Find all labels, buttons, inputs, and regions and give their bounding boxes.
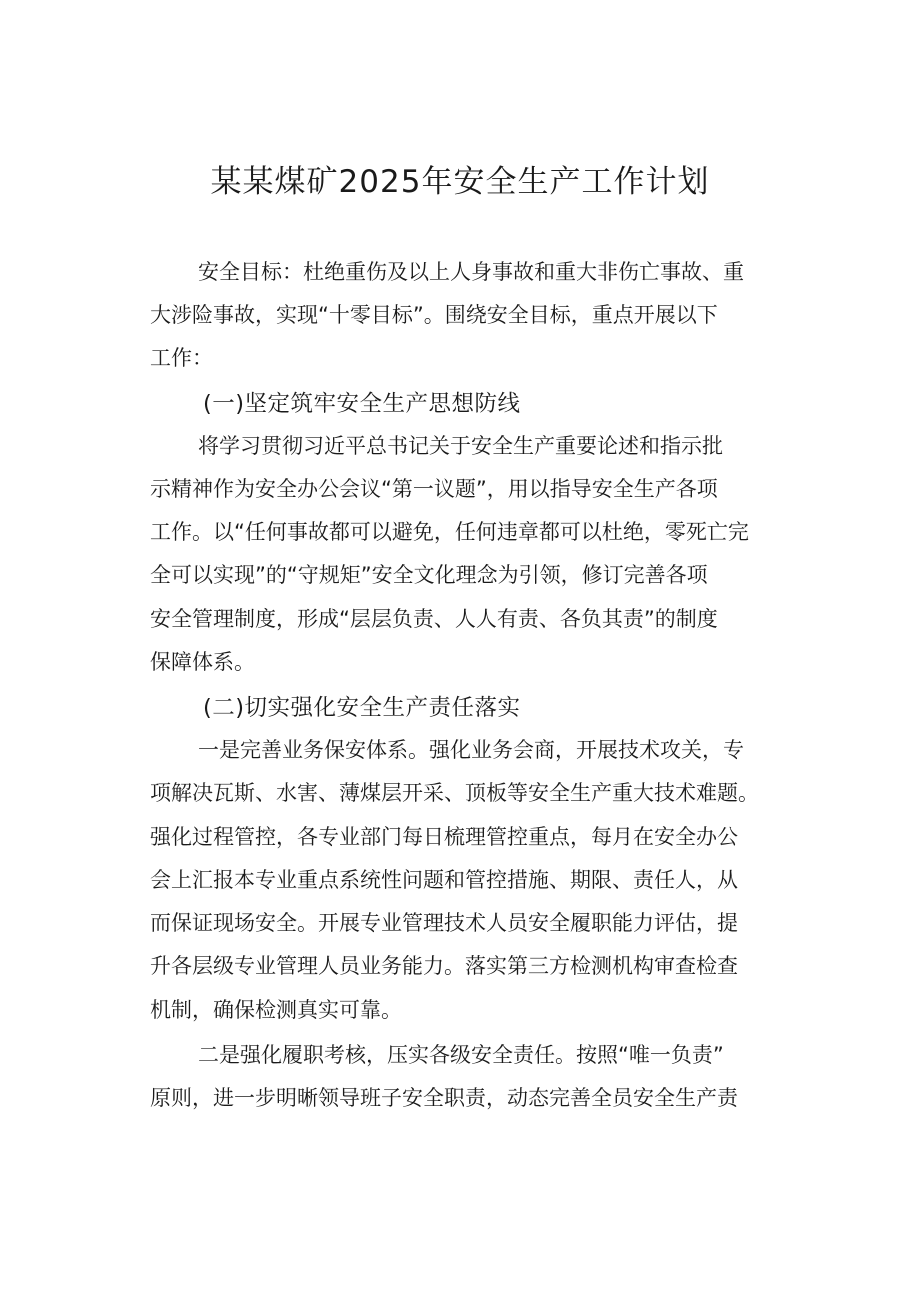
section-1-line-2: 示精神作为安全办公会议“第一议题”，用以指导安全生产各项 xyxy=(150,477,718,501)
section-1-line-6: 保障体系。 xyxy=(150,650,255,674)
section-1-line-3: 工作。以“任何事故都可以避免，任何违章都可以杜绝，零死亡完 xyxy=(150,520,749,544)
section-2-para1-line-7: 机制，确保检测真实可靠。 xyxy=(150,998,402,1022)
section-2-para1-line-4: 会上汇报本专业重点系统性问题和管控措施、期限、责任人，从 xyxy=(150,868,738,892)
intro-line-2: 大涉险事故，实现“十零目标”。围绕安全目标，重点开展以下 xyxy=(150,303,718,327)
section-1-heading: (一)坚定筑牢安全生产思想防线 xyxy=(203,391,521,417)
document-title: 某某煤矿2025年安全生产工作计划 xyxy=(210,164,710,200)
section-2-heading: (二)切实强化安全生产责任落实 xyxy=(203,695,521,721)
section-2-para1-line-1: 一是完善业务保安体系。强化业务会商，开展技术攻关，专 xyxy=(198,738,744,762)
section-1-line-1: 将学习贯彻习近平总书记关于安全生产重要论述和指示批 xyxy=(198,434,723,458)
section-2-para1-line-3: 强化过程管控，各专业部门每日梳理管控重点，每月在安全办公 xyxy=(150,825,738,849)
section-1-line-5: 安全管理制度，形成“层层负责、人人有责、各负其责”的制度 xyxy=(150,607,718,631)
section-2-para1-line-2: 项解决瓦斯、水害、薄煤层开采、顶板等安全生产重大技术难题。 xyxy=(150,781,759,805)
section-2-para1-line-6: 升各层级专业管理人员业务能力。落实第三方检测机构审查检查 xyxy=(150,954,738,978)
section-2-para1-line-5: 而保证现场安全。开展专业管理技术人员安全履职能力评估，提 xyxy=(150,911,738,935)
section-2-para2-line-2: 原则，进一步明晰领导班子安全职责，动态完善全员安全生产责 xyxy=(150,1086,738,1110)
intro-line-1: 安全目标：杜绝重伤及以上人身事故和重大非伤亡事故、重 xyxy=(198,260,744,284)
intro-line-3: 工作： xyxy=(150,346,213,370)
section-2-para2-line-1: 二是强化履职考核，压实各级安全责任。按照“唯一负责” xyxy=(198,1043,724,1067)
section-1-line-4: 全可以实现”的“守规矩”安全文化理念为引领，修订完善各项 xyxy=(150,563,708,587)
